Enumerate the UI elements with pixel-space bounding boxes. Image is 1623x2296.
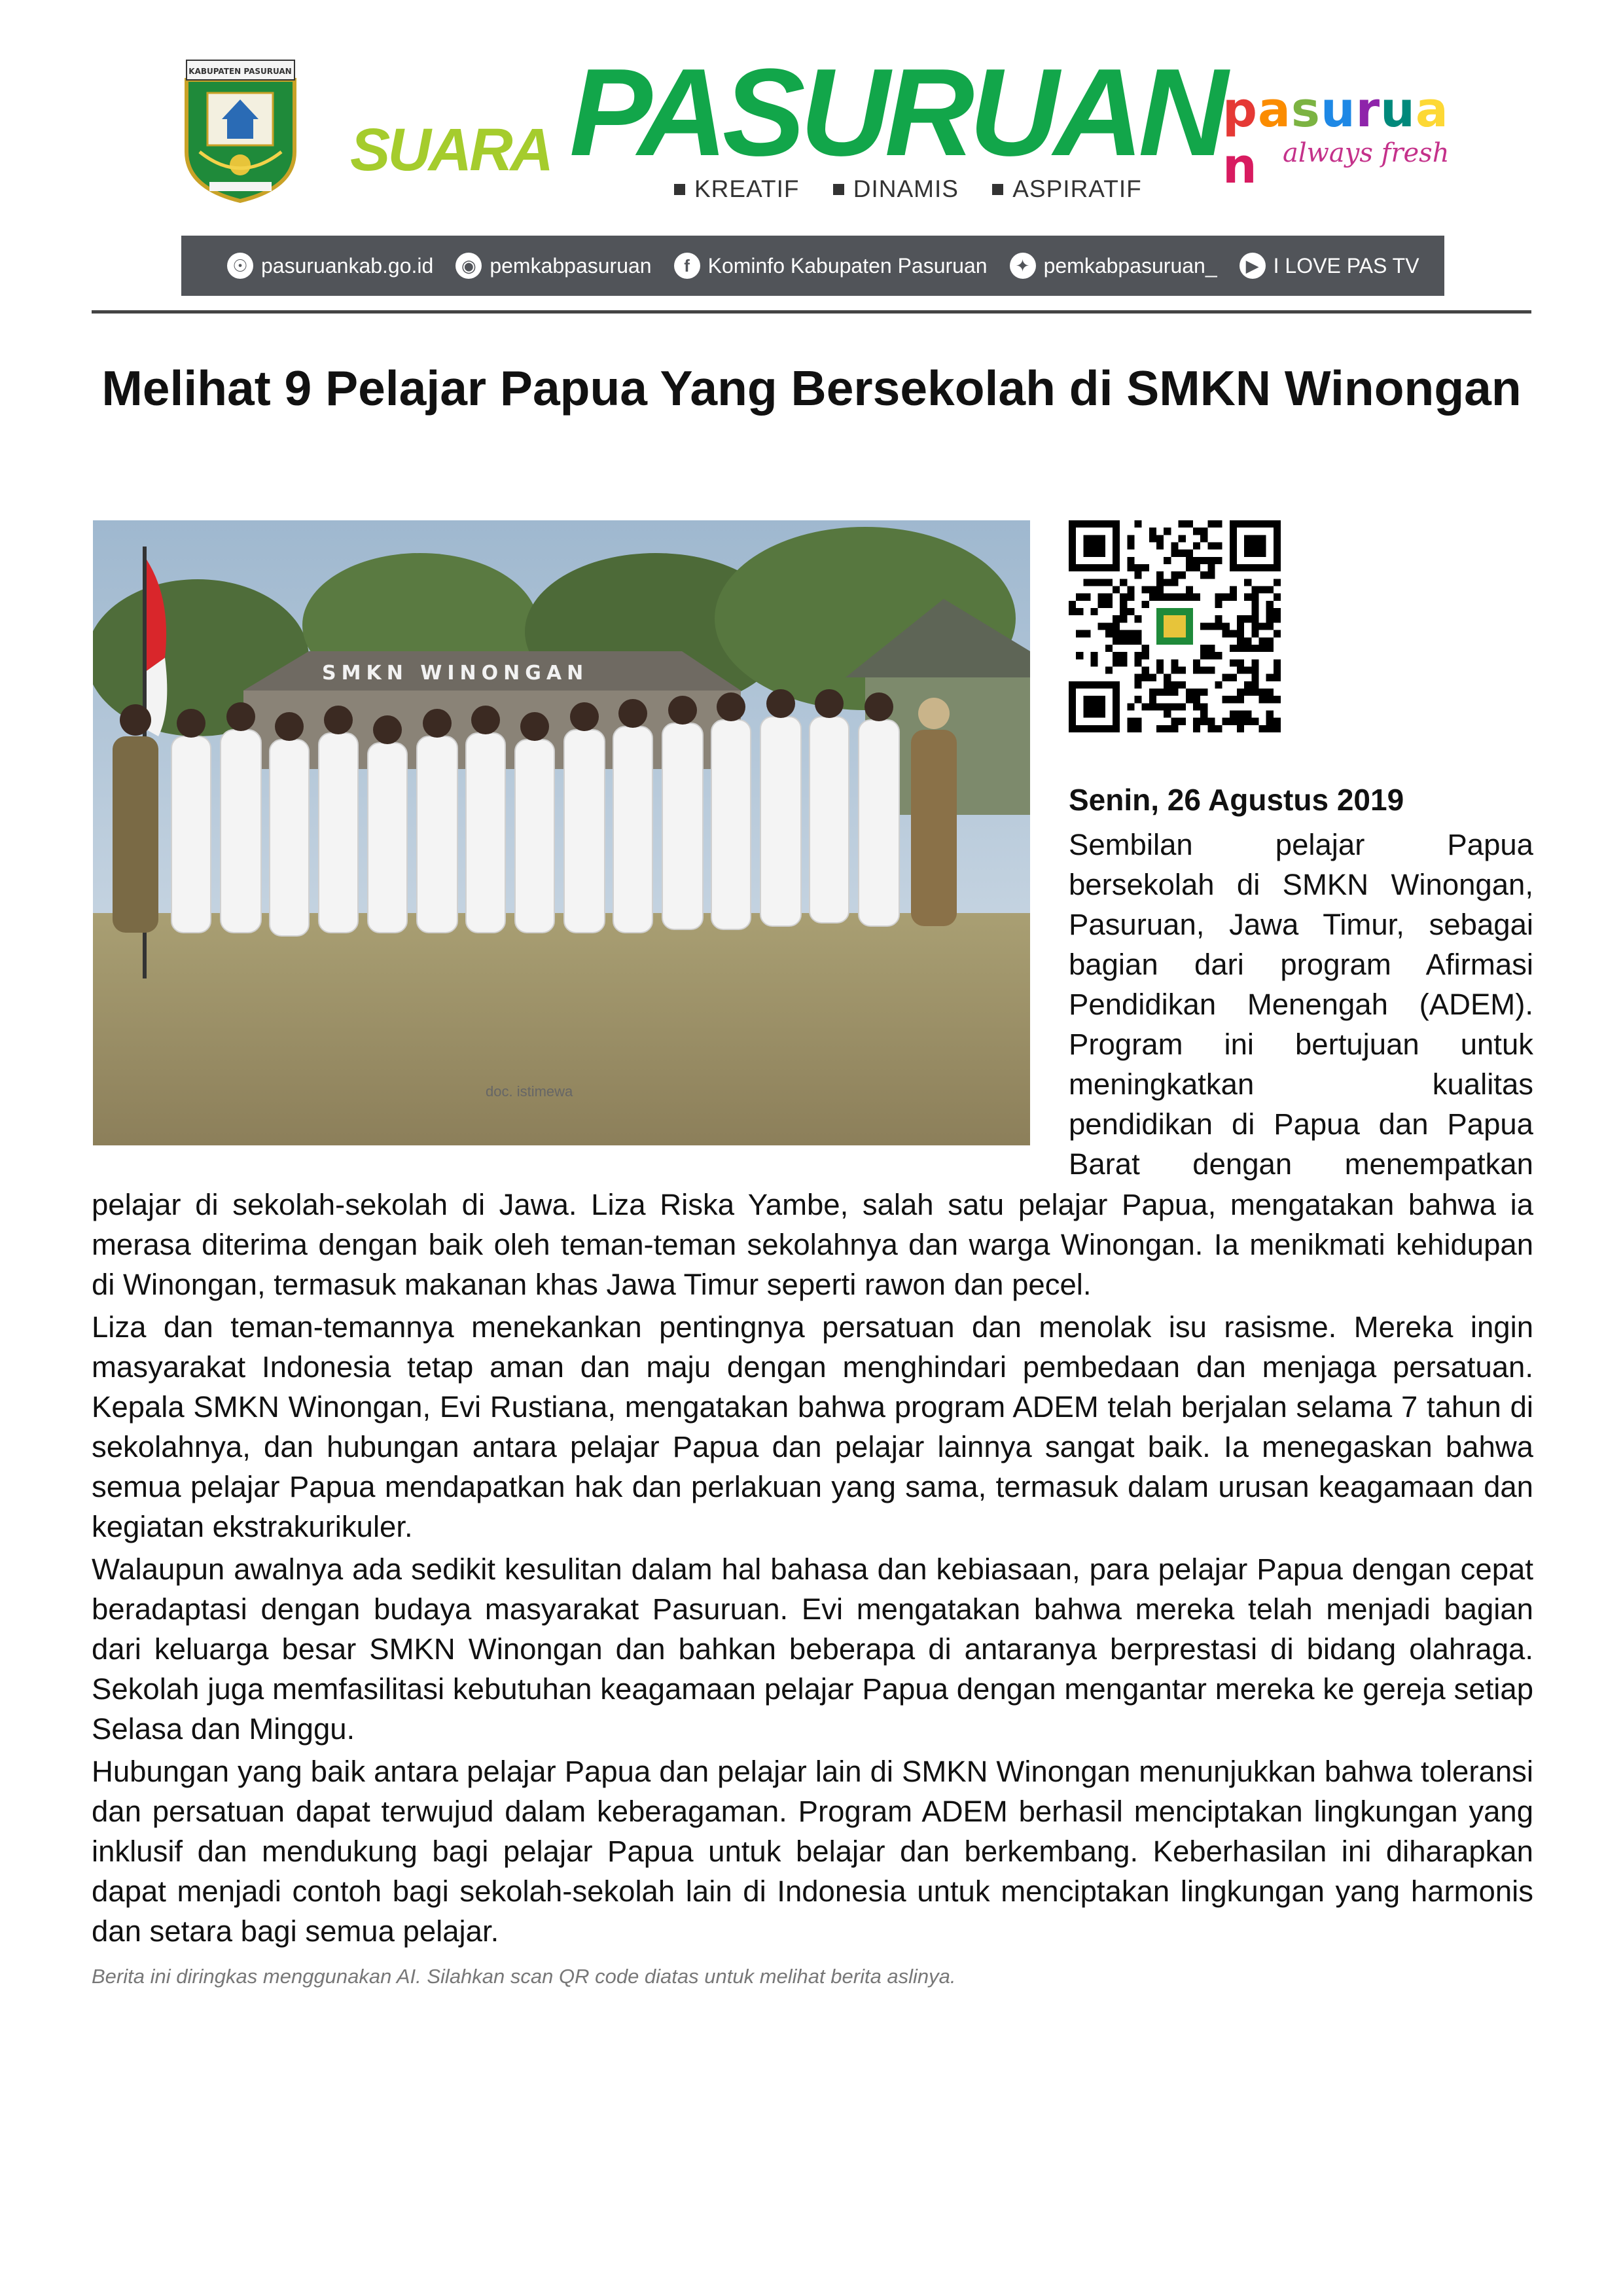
- article-photo: [93, 520, 1030, 1145]
- regency-emblem: [180, 54, 301, 204]
- social-youtube[interactable]: [1240, 253, 1419, 279]
- header-divider: [92, 310, 1531, 314]
- instagram-icon: ◉: [455, 253, 482, 279]
- article-paragraph: pelajar di sekolah-sekolah di Jawa. Liza Riska Yambe, salah satu pelajar Papua, mengatakan bahwa ia merasa diterima dengan baik oleh teman-teman sekolahnya dan warga Winongan. Ia menikmati kehidupan di Winongan, termasuk makanan khas Jawa Timur seperti rawon dan pecel.: [92, 1188, 1533, 1301]
- article-paragraph: Liza dan teman-temannya menekankan pentingnya persatuan dan menolak isu rasisme. Mereka ingin masyarakat Indonesia tetap aman dan maju dengan menghindari pembedaan dan menjaga persatuan. Kepala SMKN Winongan, Evi Rustiana, mengatakan bahwa program ADEM telah berjalan selama 7 tahun di sekolahnya, dan hubungan antara pelajar Papua dan pelajar lainnya sangat baik. Ia menegaskan bahwa semua pelajar Papua mendapatkan hak dan perlakuan yang sama, termasuk dalam urusan keagamaan dan kegiatan ekstrakurikuler.: [92, 1310, 1533, 1543]
- article-date: Senin, 26 Agustus 2019: [1069, 783, 1404, 817]
- social-instagram[interactable]: [455, 253, 651, 279]
- masthead-prefix: SUARA: [350, 117, 552, 183]
- social-media-bar: [181, 236, 1444, 296]
- qr-code[interactable]: [1069, 520, 1281, 732]
- masthead-tagline: KREATIF DINAMIS ASPIRATIF: [674, 175, 1168, 203]
- intro-line: bersekolah di SMKN Winongan,: [1069, 868, 1533, 901]
- social-website[interactable]: [227, 253, 433, 279]
- masthead-title: PASURUAN: [569, 43, 1223, 182]
- intro-line: Pasuruan, Jawa Timur, sebagai: [1069, 908, 1533, 941]
- twitter-icon: ✦: [1010, 253, 1036, 279]
- tourism-logo: [1217, 82, 1453, 194]
- intro-line: Sembilan pelajar Papua: [1069, 828, 1533, 861]
- article-paragraph: Hubungan yang baik antara pelajar Papua dan pelajar lain di SMKN Winongan menunjukkan bahwa toleransi dan persatuan dapat terwujud dalam keberagaman. Program ADEM berhasil menciptakan lingkungan yang inklusif dan mendukung bagi pelajar Papua untuk belajar dan berkembang. Keberhasilan ini diharapkan dapat menjadi contoh bagi sekolah-sekolah lain di Indonesia untuk menciptakan lingkungan yang harmonis dan setara bagi semua pelajar.: [92, 1755, 1533, 1948]
- article-intro: [1069, 825, 1533, 1184]
- school-sign: [322, 655, 616, 687]
- globe-icon: ☉: [227, 253, 253, 279]
- bullet-icon: [833, 184, 844, 195]
- social-label: pasuruankab.go.id: [261, 253, 434, 278]
- photo-credit: doc. istimewa: [486, 1083, 573, 1100]
- masthead-logo: [350, 43, 1223, 183]
- article-paragraph: Walaupun awalnya ada sedikit kesulitan dalam hal bahasa dan kebiasaan, para pelajar Papua dengan cepat beradaptasi dengan budaya masyarakat Pasuruan. Evi mengatakan bahwa mereka telah menjadi bagian dari keluarga besar SMKN Winongan dan bahkan beberapa di antaranya berprestasi di bidang olahraga. Sekolah juga memfasilitasi kebutuhan keagamaan pelajar Papua dengan mengantar mereka ke gereja setiap Selasa dan Minggu.: [92, 1552, 1533, 1746]
- tourism-logo-tagline: always fresh: [1283, 138, 1450, 168]
- social-twitter[interactable]: [1010, 253, 1217, 279]
- intro-line: bagian dari program Afirmasi: [1069, 948, 1533, 981]
- school-sign-text: SMKN WINONGAN: [322, 662, 589, 685]
- intro-line: Pendidikan Menengah (ADEM).: [1069, 988, 1533, 1021]
- intro-line: pendidikan di Papua dan Papua: [1069, 1107, 1533, 1141]
- tourism-logo-word: pasuruan: [1222, 82, 1449, 194]
- youtube-icon: ▶: [1240, 253, 1266, 279]
- article-body: [92, 1185, 1533, 1954]
- social-facebook[interactable]: [674, 253, 988, 279]
- svg-text:KABUPATEN PASURUAN: KABUPATEN PASURUAN: [188, 67, 292, 76]
- intro-line: Program ini bertujuan untuk: [1069, 1028, 1533, 1061]
- intro-line: meningkatkan kualitas: [1069, 1067, 1533, 1101]
- bullet-icon: [992, 184, 1003, 195]
- social-label: I LOVE PAS TV: [1273, 253, 1419, 278]
- bullet-icon: [674, 184, 685, 195]
- social-label: pemkabpasuruan: [490, 253, 652, 278]
- social-label: pemkabpasuruan_: [1043, 253, 1217, 278]
- social-label: Kominfo Kabupaten Pasuruan: [707, 253, 988, 278]
- intro-line: Barat dengan menempatkan: [1069, 1147, 1533, 1181]
- article-title: Melihat 9 Pelajar Papua Yang Bersekolah di SMKN Winongan: [101, 361, 1522, 416]
- ai-summary-note: Berita ini diringkas menggunakan AI. Silahkan scan QR code diatas untuk melihat berita aslinya.: [92, 1965, 956, 1988]
- facebook-icon: f: [674, 253, 700, 279]
